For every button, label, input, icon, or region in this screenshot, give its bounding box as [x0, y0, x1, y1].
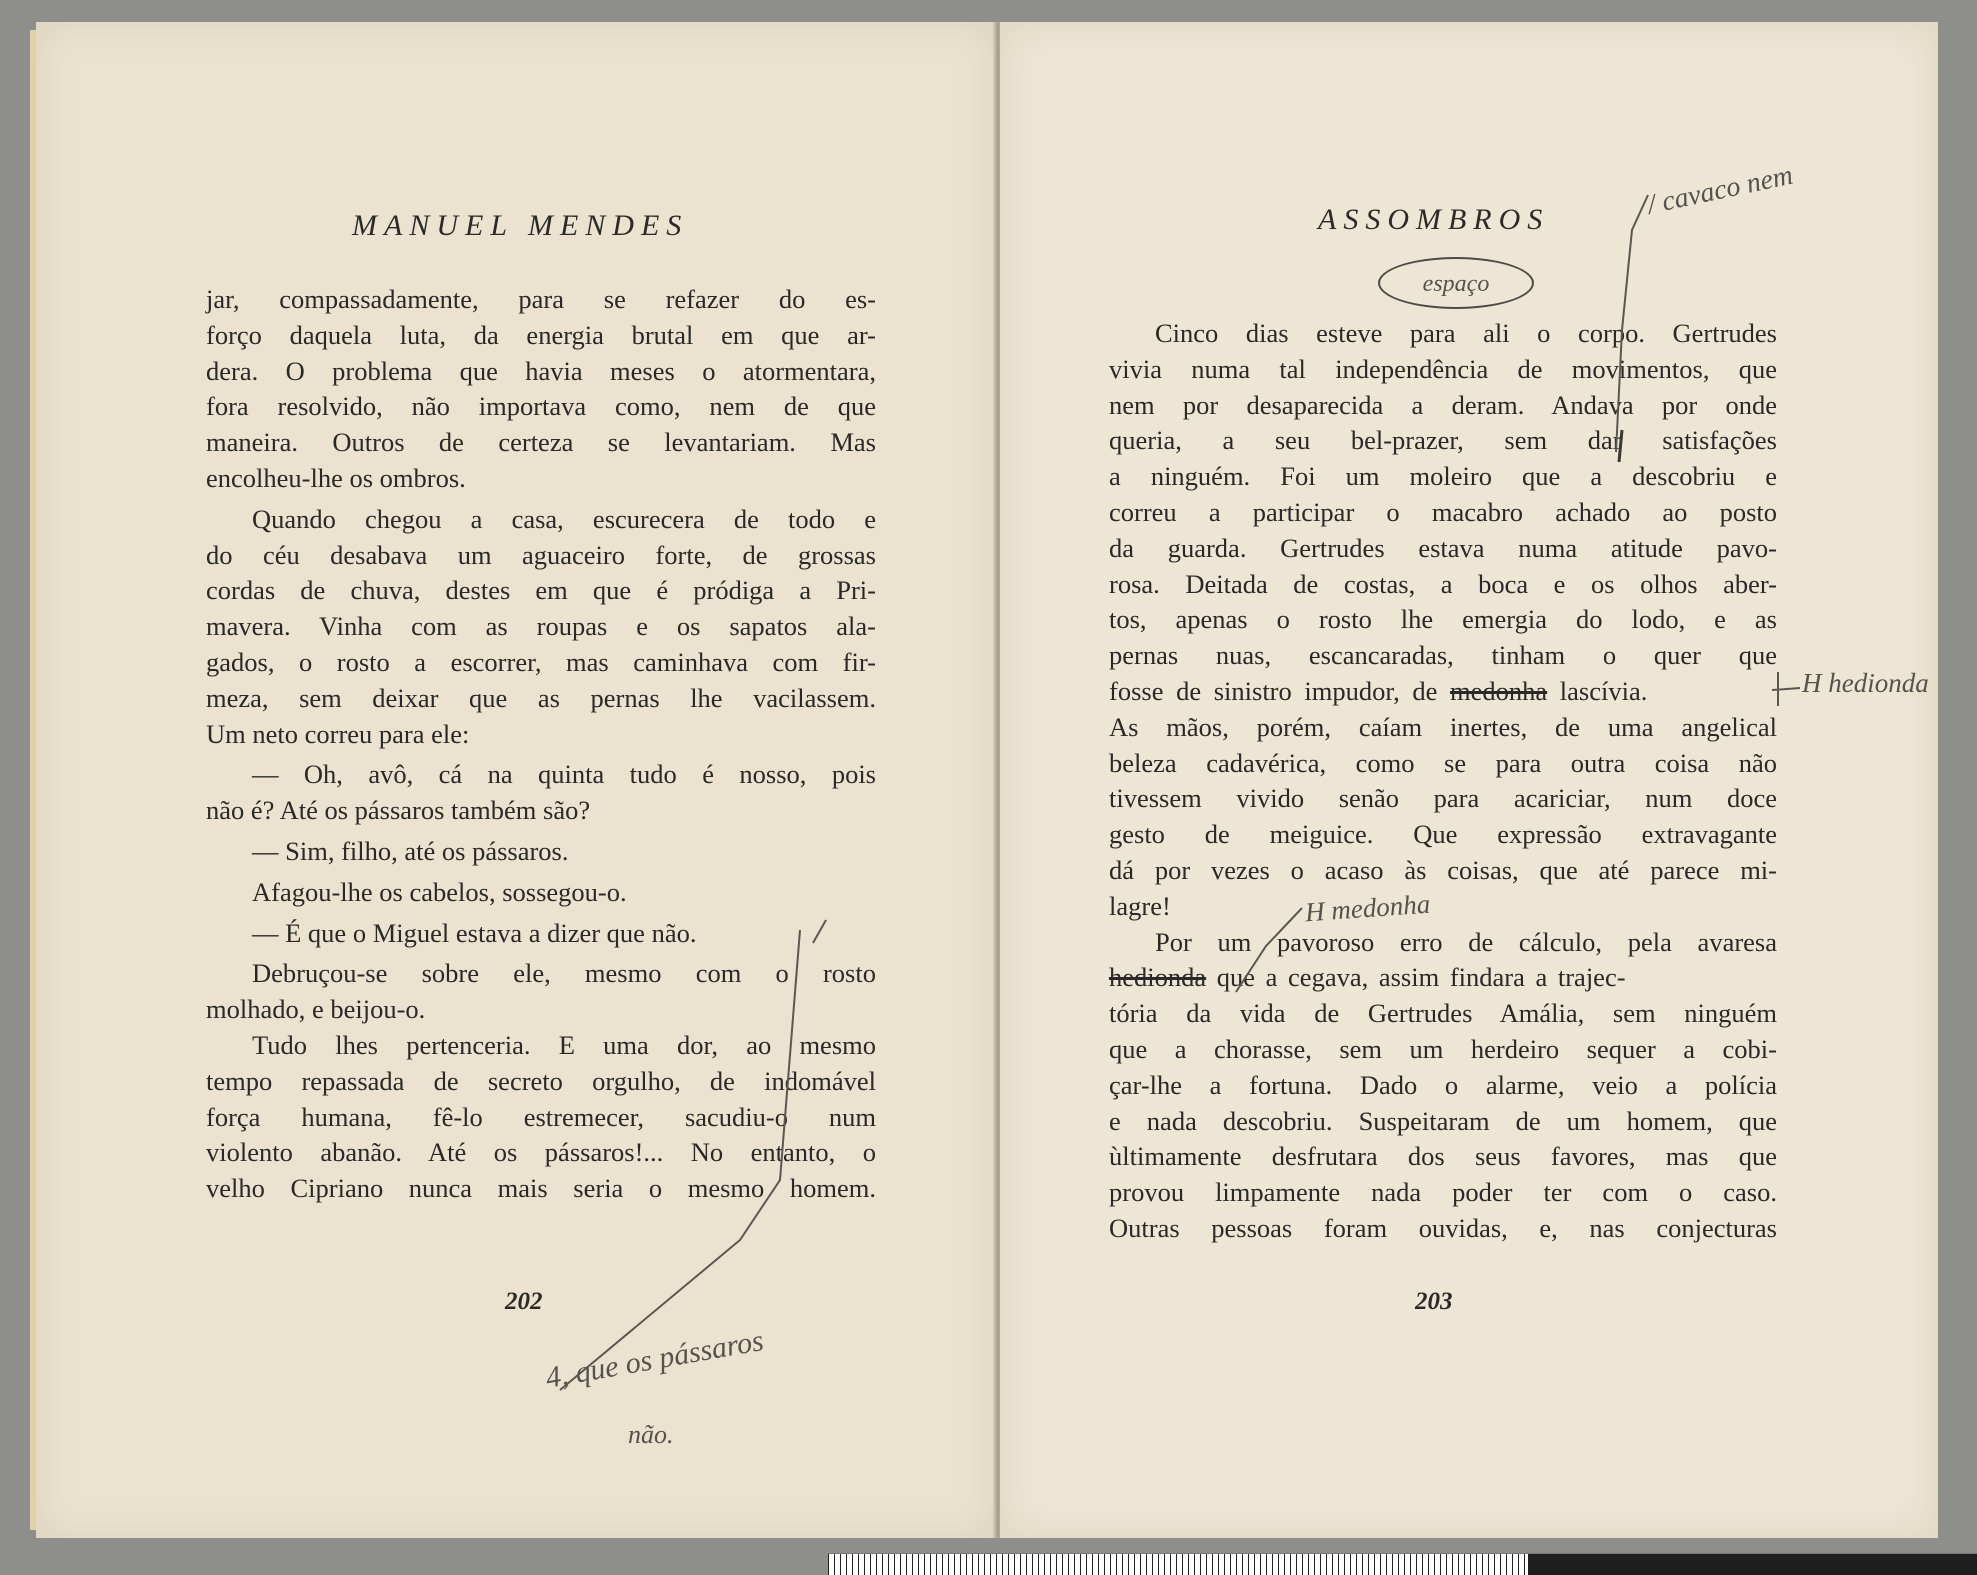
text-line: Um neto correu para ele: — [206, 718, 470, 749]
margin-note-hedionda: H hedionda — [1802, 668, 1929, 698]
text-line: gesto de meiguice. Que expressão extravagante — [1109, 819, 1777, 850]
text-line: Quando chegou a casa, escurecera de todo e — [252, 503, 876, 534]
text-line: mavera. Vinha com as roupas e os sapatos ala- — [206, 611, 876, 642]
line-part: que a cegava, assim findara a trajec- — [1206, 962, 1626, 993]
text-line: Por um pavoroso erro de cálculo, pela avaresa — [1155, 926, 1777, 957]
text-line: forço daquela luta, da energia brutal em que ar- — [206, 319, 876, 350]
line-part: fosse de sinistro impudor, de — [1109, 675, 1451, 706]
text-line: dá por vezes o acaso às coisas, que até parece mi- — [1109, 854, 1777, 885]
text-line: ùltimamente desfrutara dos seus favores, mas que — [1109, 1141, 1777, 1172]
text-line: dera. O problema que havia meses o atormentara, — [206, 355, 876, 386]
text-line: beleza cadavérica, como se para outra coisa não — [1109, 747, 1777, 778]
text-line: a ninguém. Foi um moleiro que a descobriu e — [1109, 461, 1777, 492]
text-line: fora resolvido, não importava como, nem de que — [206, 391, 876, 422]
right-page-number: 203 — [1415, 1288, 1453, 1315]
text-line: tivessem vivido senão para acariciar, num doce — [1109, 783, 1777, 814]
text-line: rosa. Deitada de costas, a boca e os olhos aber- — [1109, 568, 1777, 599]
scale-ruler — [828, 1553, 1977, 1575]
text-line: — Sim, filho, até os pássaros. — [252, 835, 569, 866]
struck-word: medonha — [1450, 675, 1548, 706]
left-page-number: 202 — [505, 1288, 543, 1315]
text-line: correu a participar o macabro achado ao posto — [1109, 496, 1777, 527]
text-line: força humana, fê-lo estremecer, sacudiu-o num — [206, 1101, 876, 1132]
text-line: As mãos, porém, caíam inertes, de uma angelical — [1109, 711, 1777, 742]
margin-note-medonha: H medonha — [1304, 888, 1432, 928]
text-line: tória da vida de Gertrudes Amália, sem ninguém — [1109, 998, 1777, 1029]
left-text-block — [206, 282, 876, 1207]
text-line: nem por desaparecida a deram. Andava por onde — [1109, 389, 1777, 420]
text-line: molhado, e beijou-o. — [206, 994, 426, 1025]
text-line: que a chorasse, sem um herdeiro sequer a cobi- — [1109, 1033, 1777, 1064]
text-line: pernas nuas, escancaradas, tinham o quer que — [1109, 640, 1777, 671]
text-line: lagre! — [1109, 890, 1171, 921]
struck-word: hedionda — [1109, 962, 1207, 993]
text-line: meza, sem deixar que as pernas lhe vacilassem. — [206, 682, 876, 713]
text-line: provou limpamente nada poder ter com o caso. — [1109, 1177, 1777, 1208]
text-line: do céu desabava um aguaceiro forte, de grossas — [206, 539, 876, 570]
text-line: Outras pessoas foram ouvidas, e, nas conjecturas — [1109, 1212, 1777, 1243]
text-line: Afagou-lhe os cabelos, sossegou-o. — [252, 876, 627, 907]
margin-note-top: / cavaco nem — [1644, 159, 1796, 221]
text-line: violento abanão. Até os pássaros!... No entanto, o — [206, 1137, 876, 1168]
text-line: cordas de chuva, destes em que é pródiga a Pri- — [206, 575, 876, 606]
text-line-with-correction — [1109, 674, 1777, 710]
text-line: queria, a seu bel-prazer, sem dar satisfações — [1109, 425, 1777, 456]
text-line: jar, compassadamente, para se refazer do es- — [206, 284, 876, 314]
circled-space-note: espaço — [1378, 257, 1534, 309]
text-line: e nada descobriu. Suspeitaram de um homem, que — [1109, 1105, 1777, 1136]
left-running-head: MANUEL MENDES — [352, 209, 689, 242]
text-line-with-correction — [1109, 960, 1777, 996]
line-part: lascívia. — [1547, 675, 1648, 706]
right-text-block — [1109, 316, 1777, 1247]
text-line: gados, o rosto a escorrer, mas caminhava com fir- — [206, 646, 876, 677]
text-line: Tudo lhes pertenceria. E uma dor, ao mesmo — [252, 1029, 876, 1060]
right-running-head: ASSOMBROS — [1318, 203, 1550, 236]
handwritten-insertion-note: 4, que os pássaros — [543, 1323, 767, 1395]
handwritten-insertion-note-2: não. — [628, 1420, 674, 1449]
text-line: — Oh, avô, cá na quinta tudo é nosso, pois — [252, 759, 876, 790]
text-line: çar-lhe a fortuna. Dado o alarme, veio a polícia — [1109, 1069, 1777, 1100]
text-line: vivia numa tal independência de movimentos, que — [1109, 353, 1777, 384]
text-line: maneira. Outros de certeza se levantariam. Mas — [206, 427, 876, 458]
text-line: encolheu-lhe os ombros. — [206, 462, 466, 493]
text-line: da guarda. Gertrudes estava numa atitude pavo- — [1109, 532, 1777, 563]
text-line: — É que o Miguel estava a dizer que não. — [252, 917, 697, 948]
ruler-dark-band — [1528, 1554, 1977, 1575]
text-line: tempo repassada de secreto orgulho, de indomável — [206, 1065, 876, 1096]
text-line: não é? Até os pássaros também são? — [206, 795, 591, 826]
text-line: tos, apenas o rosto lhe emergia do lodo, e as — [1109, 604, 1777, 635]
text-line: velho Cipriano nunca mais seria o mesmo homem. — [206, 1173, 876, 1204]
text-line: Debruçou-se sobre ele, mesmo com o rosto — [252, 958, 876, 989]
text-line: Cinco dias esteve para ali o corpo. Gertrudes — [1155, 318, 1777, 348]
